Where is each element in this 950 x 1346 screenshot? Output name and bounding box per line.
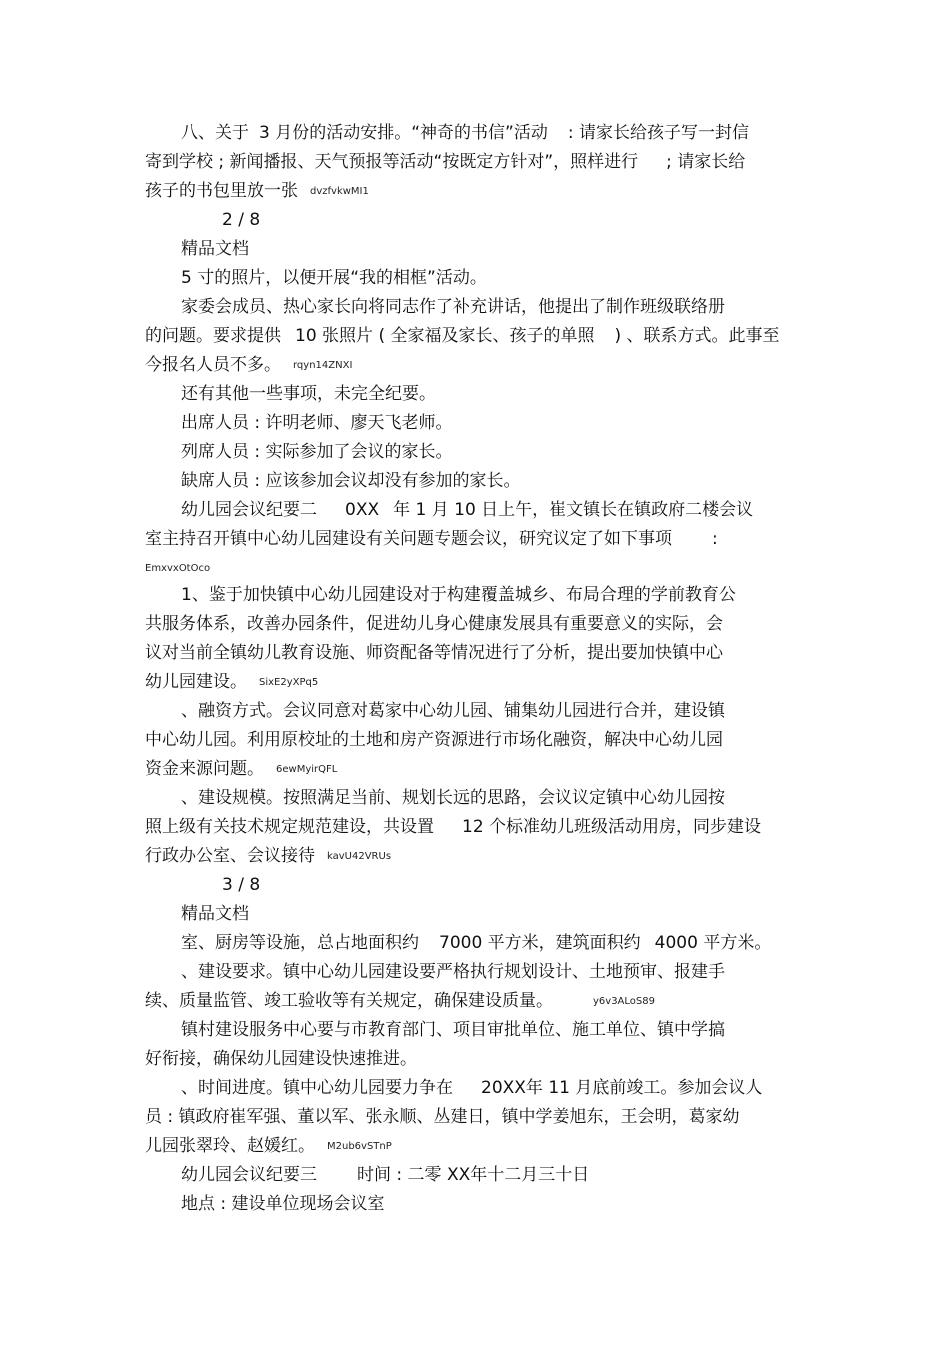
text-line (145, 1136, 392, 1159)
text-line (145, 846, 391, 869)
page-header-label: 精品文档 (181, 239, 249, 259)
text-line (145, 181, 369, 204)
text-line (145, 355, 352, 378)
page-number: 3 / 8 (222, 875, 261, 895)
text: 20XX年 11 月底前竣工。参加会议人 (481, 1078, 763, 1098)
document-code: SixE2yXPq5 (259, 677, 319, 688)
text: 3 月份的活动安排。“神奇的书信”活动 (259, 123, 548, 143)
text: 续、质量监管、竣工验收等有关规定，确保建设质量。 (145, 991, 553, 1011)
text: 幼儿园会议纪要三 (181, 1165, 317, 1185)
text: : (712, 529, 718, 549)
text: ; 请家长给 (666, 152, 746, 172)
text-line: 员 : 镇政府崔军强、董以军、张永顺、丛建日，镇中学姜旭东，王会明，葛家幼 (145, 1107, 740, 1127)
document-code: dvzfvkwMI1 (310, 186, 369, 197)
page-header-label: 精品文档 (181, 904, 249, 924)
text: 照上级有关技术规定规范建设，共设置 (145, 817, 434, 837)
text: 年 1 月 10 日上午，崔文镇长在镇政府二楼会议 (393, 500, 754, 520)
text: 0XX (345, 500, 380, 520)
text-line (145, 991, 655, 1014)
text: 时间 : 二零 XX年十二月三十日 (357, 1165, 590, 1185)
text-line: 共服务体系，改善办园条件，促进幼儿身心健康发展具有重要意义的实际，会 (145, 614, 723, 634)
text-line (145, 152, 745, 172)
text: 10 张照片 ( 全家福及家长、孩子的单照 (295, 326, 595, 346)
document-code: M2ub6vSTnP (327, 1141, 392, 1152)
text: 儿园张翠玲、赵媛红。 (145, 1136, 315, 1156)
text-line (145, 529, 718, 549)
text-line: 中心幼儿园。利用原校址的土地和房产资源进行市场化融资，解决中心幼儿园 (145, 730, 723, 750)
text-line: 缺席人员 : 应该参加会议却没有参加的家长。 (181, 471, 521, 491)
text: 12 个标准幼儿班级活动用房，同步建设 (462, 817, 762, 837)
text-line (145, 672, 318, 695)
text: 室主持召开镇中心幼儿园建设有关问题专题会议，研究议定了如下事项 (145, 529, 672, 549)
text: 、时间进度。镇中心幼儿园要力争在 (181, 1078, 453, 1098)
text: 7000 平方米，建筑面积约 (439, 933, 641, 953)
text: 的问题。要求提供 (145, 326, 281, 346)
text: 孩子的书包里放一张 (145, 181, 298, 201)
text-line (181, 123, 749, 143)
text-line: 1、鉴于加快镇中心幼儿园建设对于构建覆盖城乡、布局合理的学前教育公 (181, 585, 736, 605)
text-line: 议对当前全镇幼儿教育设施、师资配备等情况进行了分析，提出要加快镇中心 (145, 643, 723, 663)
text: 八、关于 (181, 123, 249, 143)
text-line: 列席人员 : 实际参加了会议的家长。 (181, 442, 453, 462)
text-line: 、建设要求。镇中心幼儿园建设要严格执行规划设计、土地预审、报建手 (181, 962, 725, 982)
text-line (145, 326, 780, 346)
text-line: 家委会成员、热心家长向将同志作了补充讲话，他提出了制作班级联络册 (181, 297, 725, 317)
text-line: 还有其他一些事项，未完全纪要。 (181, 384, 436, 404)
text: 寄到学校 ; 新闻播报、天气预报等活动“按既定方针对”，照样进行 (145, 152, 639, 172)
text-line: 地点 : 建设单位现场会议室 (181, 1194, 385, 1214)
text-line (145, 759, 337, 782)
text: : 请家长给孩子写一封信 (567, 123, 749, 143)
text-line (181, 500, 753, 520)
text-line (181, 1165, 589, 1185)
document-code: y6v3ALoS89 (593, 996, 655, 1007)
text: 资金来源问题。 (145, 759, 264, 779)
document-code: 6ewMyirQFL (276, 764, 338, 775)
text: 行政办公室、会议接待 (145, 846, 315, 866)
text-line (145, 817, 761, 837)
text-line (181, 1078, 762, 1098)
text: ) 、联系方式。此事至 (614, 326, 780, 346)
text-line: 好衔接，确保幼儿园建设快速推进。 (145, 1049, 417, 1069)
text: 室、厨房等设施，总占地面积约 (181, 933, 419, 953)
text-line (145, 558, 210, 581)
document-code: EmxvxOtOco (145, 563, 211, 574)
text-line (181, 933, 771, 953)
page-number: 2 / 8 (222, 210, 261, 230)
text: 幼儿园会议纪要二 (181, 500, 317, 520)
document-code: rqyn14ZNXI (293, 360, 353, 371)
text-line: 出席人员 : 许明老师、廖天飞老师。 (181, 413, 453, 433)
text: 幼儿园建设。 (145, 672, 247, 692)
text-line: 5 寸的照片，以便开展“我的相框”活动。 (181, 268, 487, 288)
text-line: 、建设规模。按照满足当前、规划长远的思路，会议议定镇中心幼儿园按 (181, 788, 725, 808)
text-line: 镇村建设服务中心要与市教育部门、项目审批单位、施工单位、镇中学搞 (181, 1020, 725, 1040)
text: 今报名人员不多。 (145, 355, 281, 375)
text-line: 、融资方式。会议同意对葛家中心幼儿园、铺集幼儿园进行合并，建设镇 (181, 701, 725, 721)
text: 4000 平方米。 (654, 933, 772, 953)
document-code: kavU42VRUs (327, 851, 392, 862)
